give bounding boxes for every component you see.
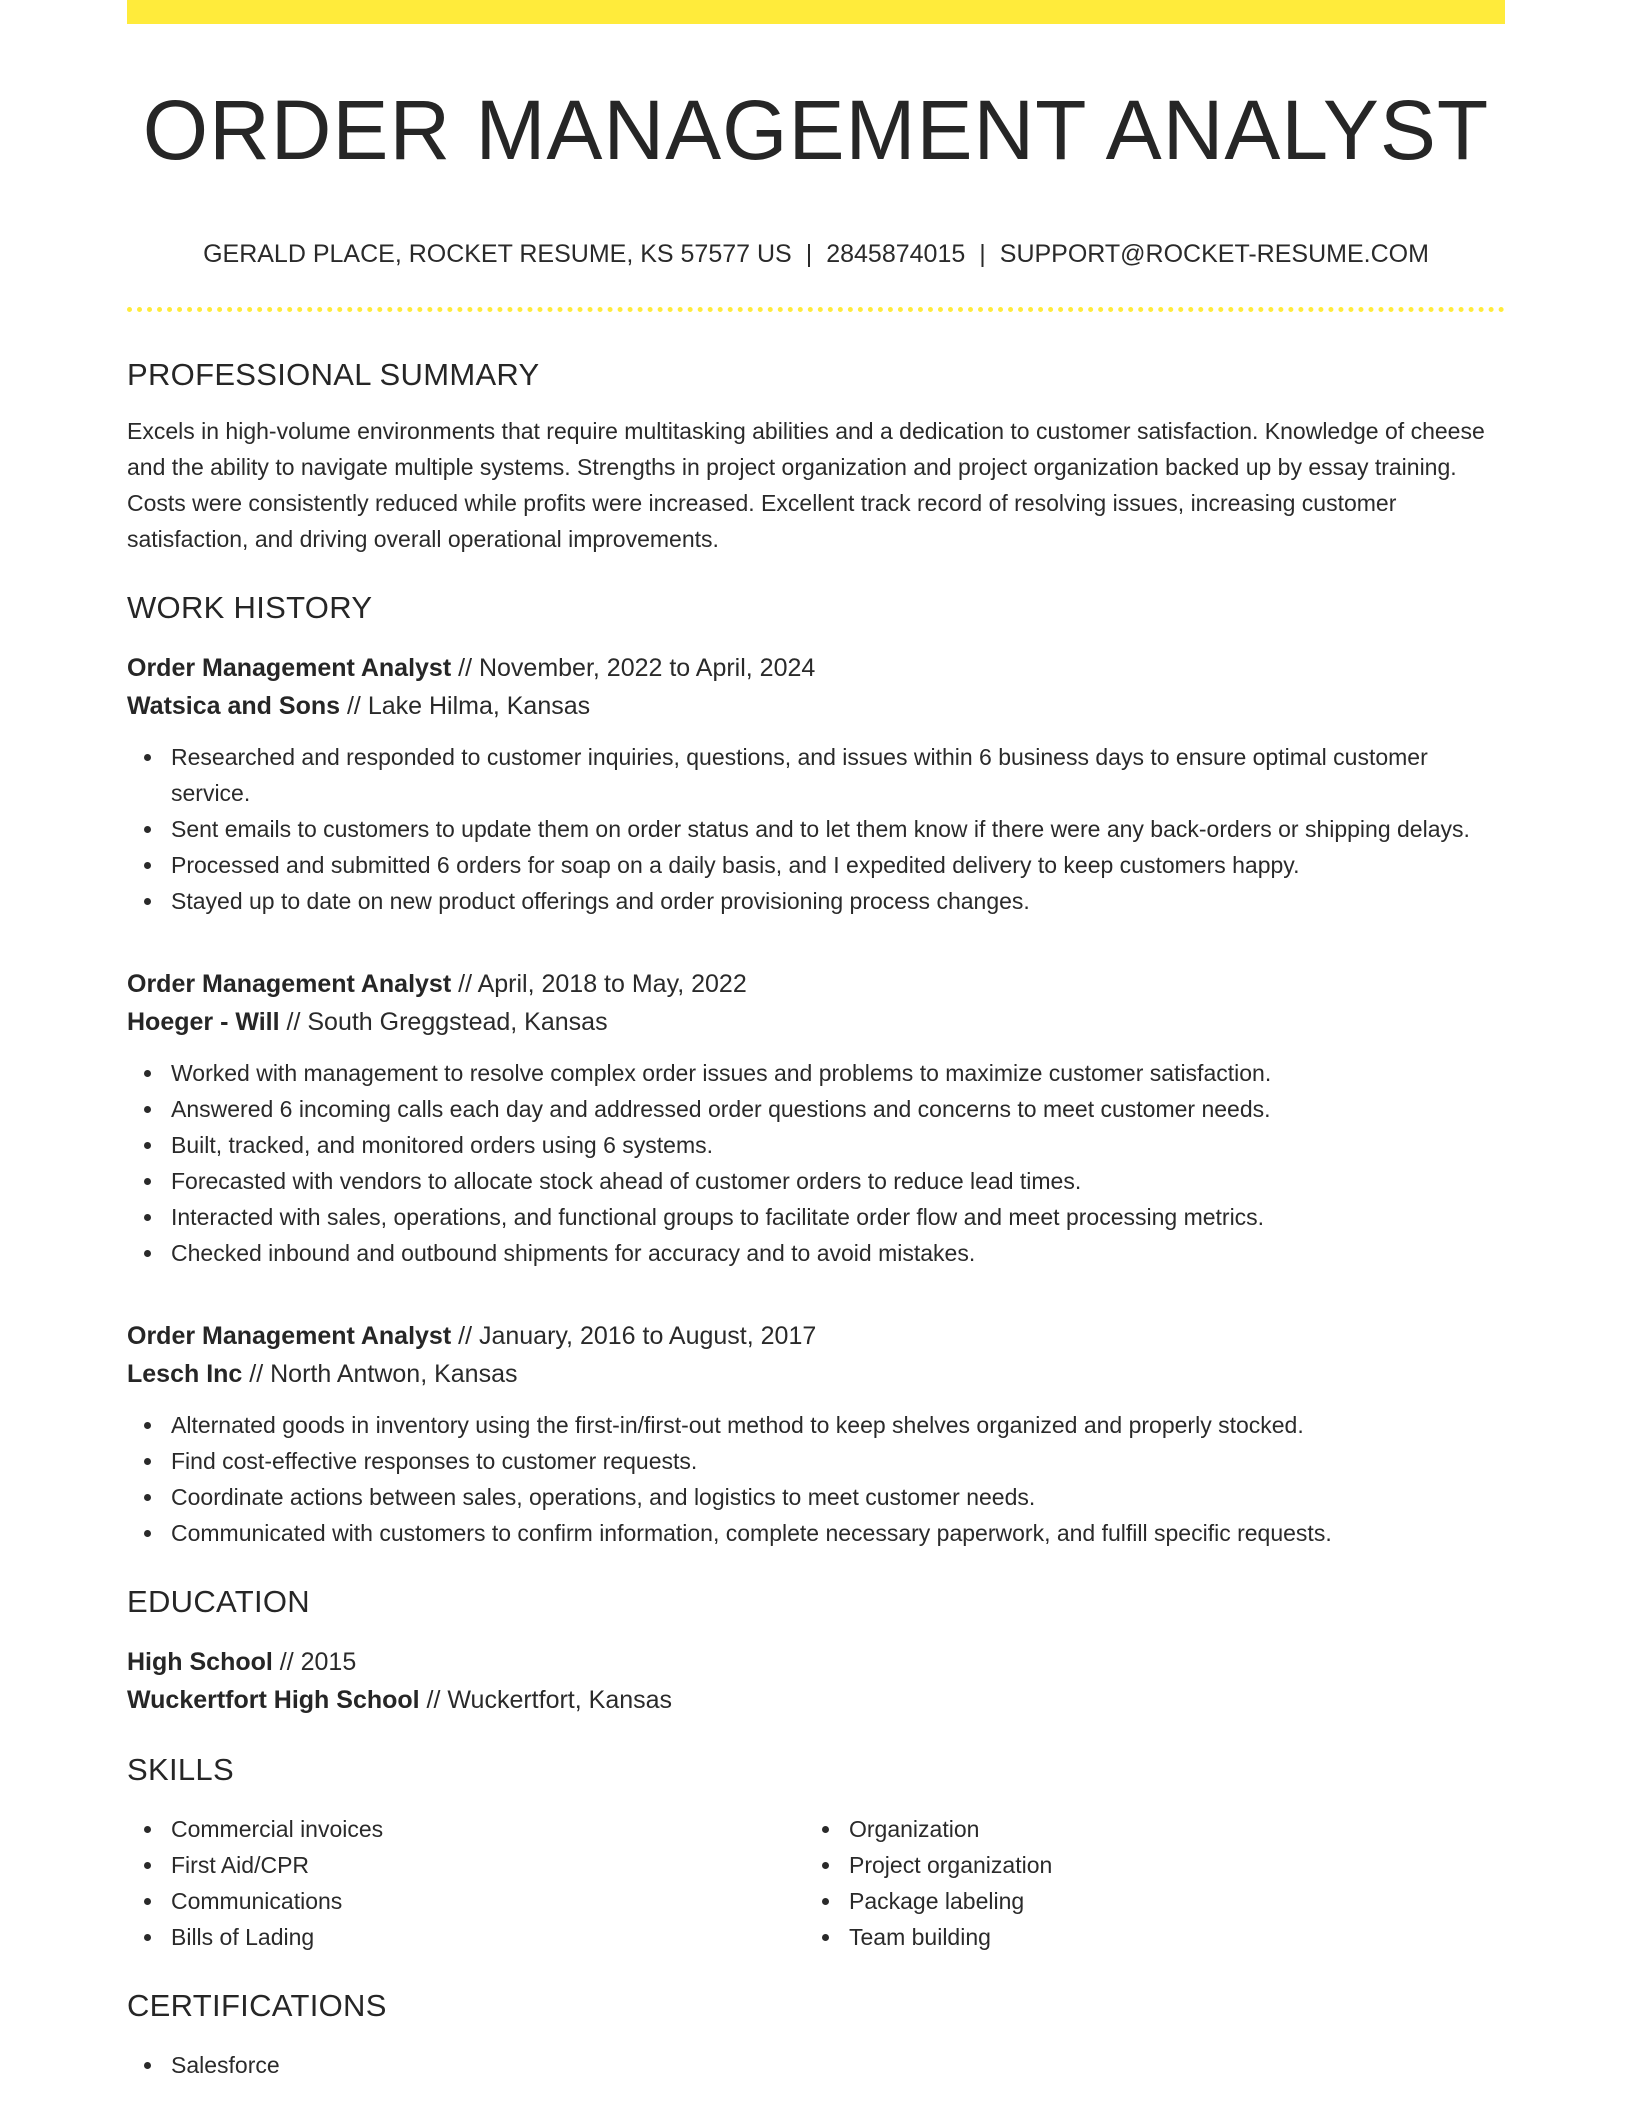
job-company-line	[127, 1355, 1505, 1393]
list-item: Researched and responded to customer inquiries, questions, and issues within 6 business days to ensure optimal customer service.	[171, 739, 1505, 811]
job-role: Order Management Analyst	[127, 970, 452, 998]
education-degree-line	[127, 1643, 1505, 1681]
job-company: Hoeger - Will	[127, 1008, 280, 1036]
job-dates: April, 2018 to May, 2022	[477, 970, 747, 998]
education-section	[127, 1577, 1505, 1719]
skills-column-left	[127, 1811, 805, 1955]
work-history-section	[127, 583, 1505, 1551]
delimiter: //	[451, 1322, 479, 1350]
job-role: Order Management Analyst	[127, 654, 452, 682]
list-item: Answered 6 incoming calls each day and addressed order questions and concerns to meet customer needs.	[171, 1091, 1505, 1127]
list-item: Forecasted with vendors to allocate stock ahead of customer orders to reduce lead times.	[171, 1163, 1505, 1199]
list-item: Interacted with sales, operations, and functional groups to facilitate order flow and meet processing metrics.	[171, 1199, 1505, 1235]
contact-phone: 2845874015	[826, 240, 966, 268]
resume-name: ORDER MANAGEMENT ANALYST	[142, 83, 1490, 177]
contact-address: GERALD PLACE, ROCKET RESUME, KS 57577 US	[203, 240, 792, 268]
skills-column-right	[805, 1811, 1483, 1955]
job-location: South Greggstead, Kansas	[307, 1008, 608, 1036]
list-item: Communications	[171, 1883, 805, 1919]
job-bullets	[127, 1407, 1505, 1551]
contact-line	[127, 236, 1505, 272]
list-item: Coordinate actions between sales, operations, and logistics to meet customer needs.	[171, 1479, 1505, 1515]
resume-content	[127, 350, 1505, 2083]
list-item: Stayed up to date on new product offerings and order provisioning process changes.	[171, 883, 1505, 919]
section-title-work-history: WORK HISTORY	[127, 590, 373, 625]
job-company-line	[127, 687, 1505, 725]
education-entry	[127, 1643, 1505, 1719]
list-item: Project organization	[849, 1847, 1483, 1883]
contact-email: SUPPORT@ROCKET-RESUME.COM	[999, 240, 1429, 268]
job-bullets	[127, 739, 1505, 919]
job-title-line	[127, 965, 1505, 1003]
certifications-section	[127, 1981, 1505, 2083]
list-item: Package labeling	[849, 1883, 1483, 1919]
list-item: Communicated with customers to confirm information, complete necessary paperwork, and fulfill specific requests.	[171, 1515, 1505, 1551]
section-title-certifications: CERTIFICATIONS	[127, 1988, 387, 2023]
list-item: Bills of Lading	[171, 1919, 805, 1955]
section-title-skills: SKILLS	[127, 1752, 234, 1787]
delimiter: //	[419, 1686, 448, 1714]
job-title-line	[127, 649, 1505, 687]
summary-text: Excels in high-volume environments that require multitasking abilities and a dedication to customer satisfaction. Knowledge of cheese and the ability to navigate multiple systems. Strengths in project organization and project organization backed up by essay training. Costs were consistently reduced while profits were increased. Excellent track record of resolving issues, increasing customer satisfaction, and driving overall operational improvements.	[127, 418, 1485, 552]
delimiter: //	[451, 970, 478, 998]
list-item: Checked inbound and outbound shipments for accuracy and to avoid mistakes.	[171, 1235, 1505, 1271]
list-item: First Aid/CPR	[171, 1847, 805, 1883]
job-entry	[127, 965, 1505, 1271]
education-school-line	[127, 1681, 1505, 1719]
job-dates: November, 2022 to April, 2024	[478, 654, 816, 682]
job-entry	[127, 1317, 1505, 1551]
contact-separator: |	[805, 240, 813, 268]
education-school: Wuckertfort High School	[127, 1686, 420, 1714]
section-title-summary: PROFESSIONAL SUMMARY	[127, 357, 540, 392]
delimiter: //	[340, 692, 368, 720]
job-role: Order Management Analyst	[127, 1322, 452, 1350]
list-item: Salesforce	[171, 2047, 1505, 2083]
list-item: Alternated goods in inventory using the first-in/first-out method to keep shelves organized and properly stocked.	[171, 1407, 1505, 1443]
skills-grid	[127, 1811, 1505, 1955]
job-entry	[127, 649, 1505, 919]
delimiter: //	[242, 1360, 271, 1388]
resume-page	[127, 0, 1505, 2112]
list-item: Built, tracked, and monitored orders using 6 systems.	[171, 1127, 1505, 1163]
list-item: Team building	[849, 1919, 1483, 1955]
delimiter: //	[272, 1648, 301, 1676]
job-location: North Antwon, Kansas	[270, 1360, 518, 1388]
job-company-line	[127, 1003, 1505, 1041]
job-bullets	[127, 1055, 1505, 1271]
job-company: Watsica and Sons	[127, 692, 341, 720]
education-degree: High School	[127, 1648, 273, 1676]
list-item: Commercial invoices	[171, 1811, 805, 1847]
list-item: Sent emails to customers to update them on order status and to let them know if there were any back-orders or shipping delays.	[171, 811, 1505, 847]
list-item: Find cost-effective responses to customer requests.	[171, 1443, 1505, 1479]
list-item: Worked with management to resolve complex order issues and problems to maximize customer satisfaction.	[171, 1055, 1505, 1091]
list-item: Organization	[849, 1811, 1483, 1847]
list-item: Processed and submitted 6 orders for soap on a daily basis, and I expedited delivery to keep customers happy.	[171, 847, 1505, 883]
summary-section	[127, 350, 1505, 557]
education-year: 2015	[300, 1648, 357, 1676]
accent-bar	[127, 0, 1505, 24]
job-title-line	[127, 1317, 1505, 1355]
header-divider	[127, 307, 1505, 312]
contact-separator: |	[979, 240, 986, 268]
section-title-education: EDUCATION	[127, 1584, 310, 1619]
delimiter: //	[279, 1008, 308, 1036]
job-location: Lake Hilma, Kansas	[367, 692, 591, 720]
certifications-list	[127, 2047, 1505, 2083]
job-company: Lesch Inc	[127, 1360, 243, 1388]
delimiter: //	[451, 654, 479, 682]
job-dates: January, 2016 to August, 2017	[478, 1322, 817, 1350]
skills-section	[127, 1745, 1505, 1955]
education-location: Wuckertfort, Kansas	[447, 1686, 673, 1714]
